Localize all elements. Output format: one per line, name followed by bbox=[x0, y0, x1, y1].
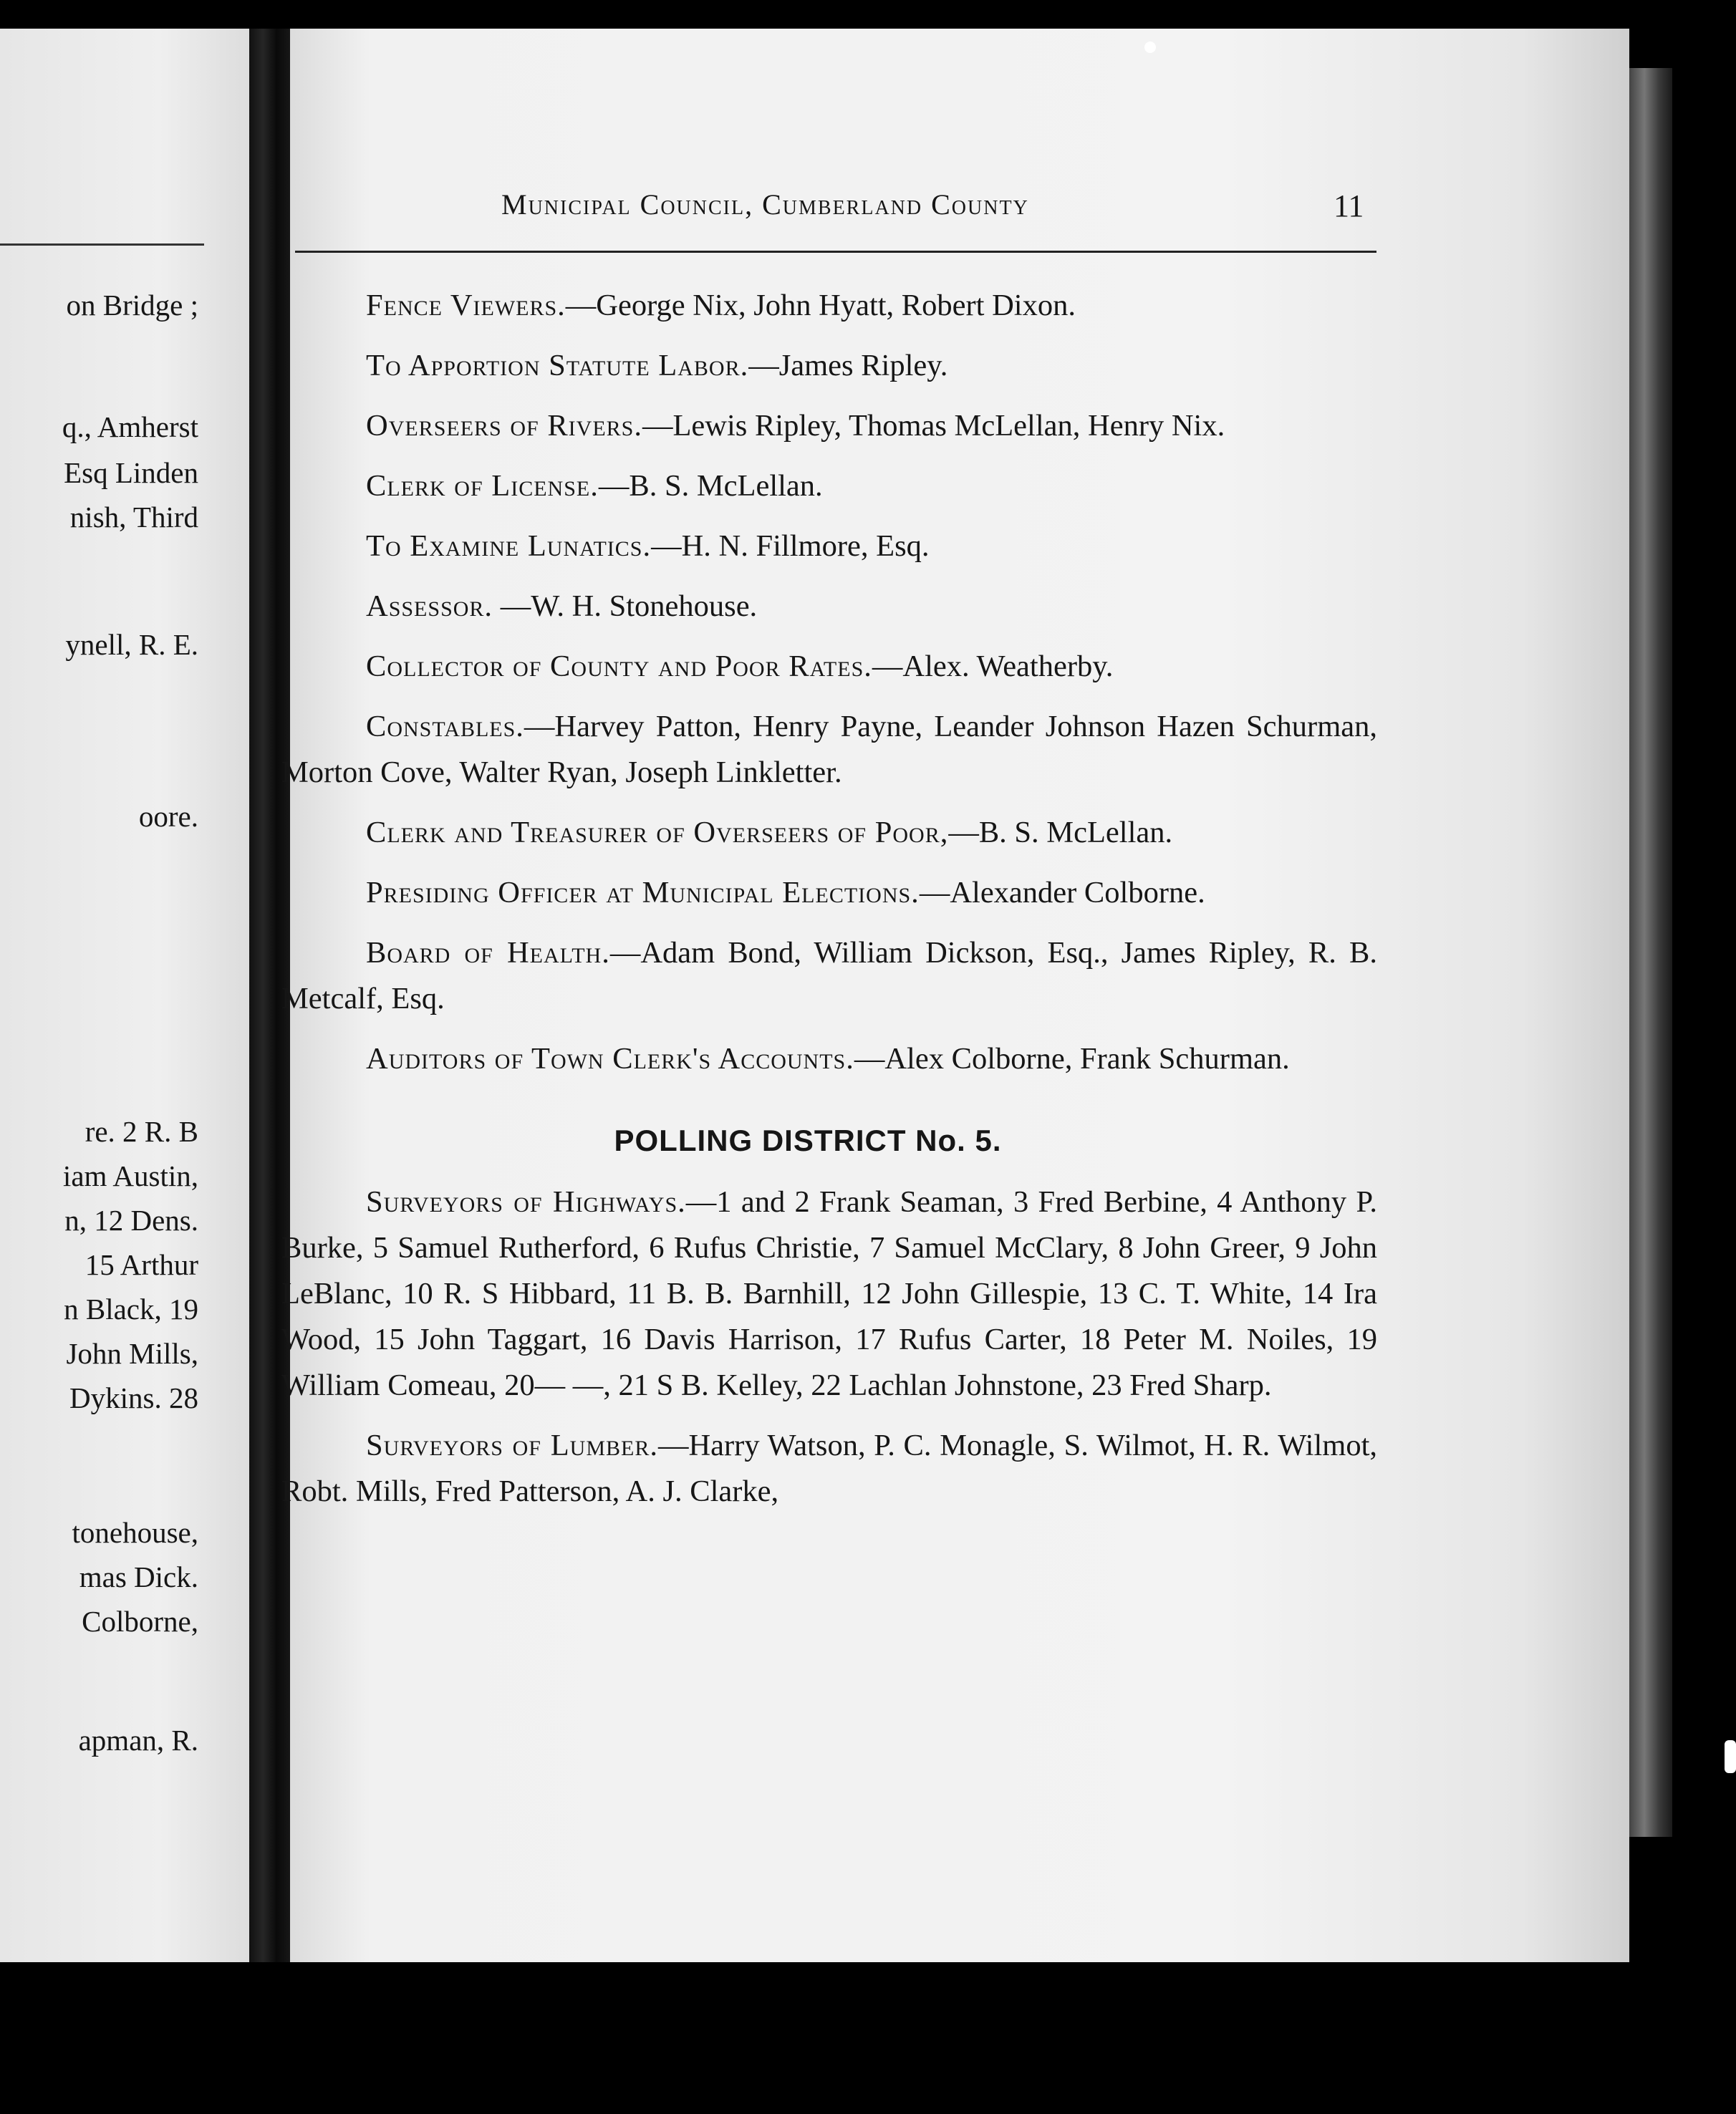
scan-speck bbox=[1144, 42, 1156, 53]
left-page-fragment: mas Dick. bbox=[79, 1560, 198, 1593]
left-page-fragment: Dykins. 28 bbox=[69, 1381, 198, 1414]
entry-text: —H. N. Fillmore, Esq. bbox=[651, 529, 930, 563]
section-heading: POLLING DISTRICT No. 5. bbox=[614, 1124, 1002, 1157]
entry-label: Surveyors of Highways. bbox=[366, 1185, 686, 1219]
entry-text: —W. H. Stonehouse. bbox=[493, 589, 758, 623]
left-page-fragment: 15 Arthur bbox=[85, 1248, 198, 1281]
entry-auditors bbox=[281, 1036, 1377, 1082]
left-page-fragment: apman, R. bbox=[78, 1724, 198, 1757]
entry-label: Surveyors of Lumber. bbox=[366, 1429, 658, 1462]
left-page-fragment: q., Amherst bbox=[62, 410, 198, 443]
left-facing-page bbox=[0, 29, 266, 1962]
left-page-fragment: Esq Linden bbox=[64, 456, 198, 489]
entry-fence-viewers bbox=[281, 283, 1377, 329]
entry-assessor bbox=[281, 584, 1377, 629]
entry-text: —Harvey Patton, Henry Payne, Leander Johnson Hazen Schurman, Morton Cove, Walter Ryan, Joseph Linkletter. bbox=[281, 710, 1377, 789]
entry-label: Presiding Officer at Municipal Elections. bbox=[366, 876, 920, 909]
entry-text: —1 and 2 Frank Seaman, 3 Fred Berbine, 4 Anthony P. Burke, 5 Samuel Rutherford, 6 Rufus Christie, 7 Samuel McClary, 8 John Greer, 9 John LeBlanc, 10 R. S Hibbard, 11 B. B. Barnhill, 12 John Gillespie, 13 C. T. White, 14 Ira Wood, 15 John Taggart, 16 Davis Harrison, 17 Rufus Carter, 18 Peter M. Noiles, 19 William Comeau, 20— —, 21 S B. Kelley, 22 Lachlan Johnstone, 23 Fred Sharp. bbox=[281, 1185, 1377, 1402]
entry-label: Clerk and Treasurer of Overseers of Poor, bbox=[366, 816, 949, 849]
page-number: 11 bbox=[1334, 188, 1364, 223]
scan-speck bbox=[1725, 1740, 1736, 1773]
entry-text: —Alexander Colborne. bbox=[919, 876, 1205, 909]
entry-label: Assessor. bbox=[366, 589, 493, 623]
entry-label: To Examine Lunatics. bbox=[366, 529, 652, 563]
entry-text: —George Nix, John Hyatt, Robert Dixon. bbox=[565, 289, 1076, 322]
running-head: Municipal Council, Cumberland County bbox=[501, 188, 1029, 221]
left-page-header-rule bbox=[0, 243, 204, 246]
entry-constables bbox=[281, 704, 1377, 796]
left-page-fragment: iam Austin, bbox=[62, 1159, 198, 1192]
left-page-fragment: re. 2 R. B bbox=[85, 1115, 198, 1148]
entry-board-of-health bbox=[281, 930, 1377, 1022]
page-body bbox=[281, 283, 1377, 1529]
entry-label: Constables. bbox=[366, 710, 524, 743]
entry-text: —B. S. McLellan. bbox=[948, 816, 1173, 849]
entry-examine-lunatics bbox=[281, 523, 1377, 569]
entry-clerk-treasurer-overseers bbox=[281, 810, 1377, 856]
entry-label: To Apportion Statute Labor. bbox=[366, 349, 749, 382]
entry-label: Board of Health. bbox=[366, 936, 610, 970]
page-edge-shadow bbox=[1629, 68, 1672, 1837]
entry-label: Fence Viewers. bbox=[366, 289, 566, 322]
entry-surveyors-of-highways bbox=[281, 1179, 1377, 1409]
entry-text: —B. S. McLellan. bbox=[598, 469, 823, 503]
left-page-fragment: ynell, R. E. bbox=[65, 628, 198, 661]
left-page-fragment: n Black, 19 bbox=[64, 1293, 198, 1326]
entry-text: —Alex. Weatherby. bbox=[872, 650, 1114, 683]
header-rule bbox=[295, 251, 1376, 253]
left-page-fragment: on Bridge ; bbox=[66, 289, 198, 322]
entry-text: —Adam Bond, William Dickson, Esq., James Ripley, R. B. Metcalf, Esq. bbox=[281, 936, 1377, 1015]
entry-clerk-of-license bbox=[281, 463, 1377, 509]
entry-label: Collector of County and Poor Rates. bbox=[366, 650, 872, 683]
entry-text: —Alex Colborne, Frank Schurman. bbox=[854, 1042, 1290, 1076]
left-page-fragment: oore. bbox=[138, 800, 198, 833]
entry-label: Auditors of Town Clerk's Accounts. bbox=[366, 1042, 854, 1076]
entry-surveyors-of-lumber bbox=[281, 1423, 1377, 1515]
left-page-fragment: n, 12 Dens. bbox=[64, 1204, 198, 1237]
entry-label: Overseers of Rivers. bbox=[366, 409, 642, 443]
left-page-fragment: Colborne, bbox=[82, 1605, 198, 1638]
entry-text: —Lewis Ripley, Thomas McLellan, Henry Nix. bbox=[642, 409, 1225, 443]
entry-text: —Harry Watson, P. C. Monagle, S. Wilmot, H. R. Wilmot, Robt. Mills, Fred Patterson, A. J. Clarke, bbox=[281, 1429, 1377, 1508]
entry-overseers-of-rivers bbox=[281, 403, 1377, 449]
entry-presiding-officer bbox=[281, 870, 1377, 916]
entry-text: —James Ripley. bbox=[748, 349, 948, 382]
entry-apportion-statute-labor bbox=[281, 343, 1377, 389]
left-page-fragment: tonehouse, bbox=[72, 1516, 198, 1549]
left-page-fragment: nish, Third bbox=[69, 501, 198, 534]
entry-label: Clerk of License. bbox=[366, 469, 599, 503]
left-page-fragment: John Mills, bbox=[66, 1337, 198, 1370]
entry-collector bbox=[281, 644, 1377, 690]
